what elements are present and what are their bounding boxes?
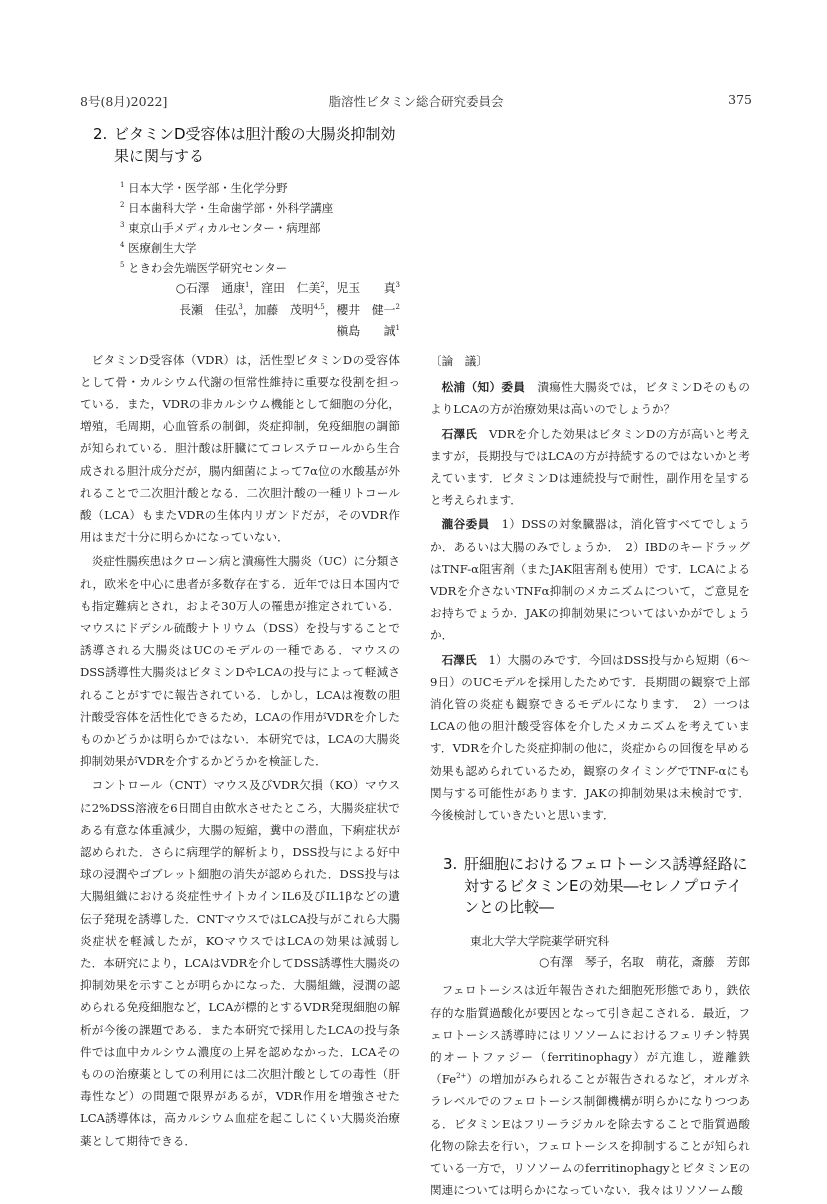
article1-number: 2. xyxy=(93,125,108,143)
discussion-entry: 瀧谷委員 1）DSSの対象臓器は，消化管すべてでしょうか．あるいは大腸のみでしょうか． 2）IBDのキードラッグはTNF-α阻害剤（またJAK阻害剤も使用）です．LCAによるVDRを介さないTNFα抑制のメカニズムについて，ご意見をお持ちでょうか．JAKの抑制効果についてはいかがでしょうか． xyxy=(430,517,750,643)
left-column xyxy=(80,124,400,1154)
article1-affiliations xyxy=(80,178,400,278)
author-line: ○石澤 通康$^1$，窪田 仁美$^2$，児玉 真$^3$ xyxy=(175,281,400,295)
affiliation-item: $^3$ 東京山手メディカルセンター・病理部 xyxy=(120,221,321,235)
affiliation-item: $^1$ 日本大学・医学部・生化学分野 xyxy=(120,181,288,195)
article1-title-text: ビタミンD受容体は胆汁酸の大腸炎抑制効果に関与する xyxy=(114,125,396,165)
right-column xyxy=(430,124,750,1204)
article2-title xyxy=(430,854,750,919)
affiliation-item: $^4$ 医療創生大学 xyxy=(120,241,197,255)
article2-number: 3. xyxy=(443,855,458,874)
article1-paragraph-3: コントロール（CNT）マウス及びVDR欠損（KO）マウスに2%DSS溶液を6日間自由飲水させたところ，大腸炎症状である有意な体重減少，大腸の短縮，糞中の潜血，下痢症状が認められた．さらに病理学的解析より，DSS投与による好中球の浸潤やゴブレット細胞の消失が認められた．DSS投与は大腸組織における炎症性サイトカインIL6及びIL1βなどの遺伝子発現を誘導した．CNTマウスではLCA投与がこれら大腸炎症状を軽減したが，KOマウスではLCAの効果は減弱した．本研究により，LCAはVDRを介してDSS誘導性大腸炎の抑制効果を示すことが明らかになった．大腸組織，浸潤の認められる免疫細胞など，LCAが標的とするVDR発現細胞の解析が今後の課題である．また本研究で採用したLCAの投与条件では血中カルシウム濃度の上昇を認めなかった．LCAそのものの治療薬としての利用には二次胆汁酸としての毒性（肝毒性など）の問題で限界があるが，VDR作用を増強させたLCA誘導体は，高カルシウム血症を起こしにくい大腸炎治療薬として期待できる． xyxy=(80,778,400,1148)
discussion-entry: 松浦（知）委員 潰瘍性大腸炎では，ビタミンDそのものよりLCAの方が治療効果は高いのでしょうか？ xyxy=(430,380,750,417)
article1-title xyxy=(80,124,400,167)
article2-affiliation: 東北大学大学院薬学研究科 xyxy=(470,933,610,948)
issue-label: 8号(8月)2022] xyxy=(80,94,168,109)
article2-authors: ○有澤 琴子，名取 萌花，斎藤 芳郎 xyxy=(539,954,750,969)
article1-paragraph-2: 炎症性腸疾患はクローン病と潰瘍性大腸炎（UC）に分類され，欧米を中心に患者が多数存在する．近年では日本国内でも指定難病とされ，およそ30万人の罹患が推定されている．マウスにドデシル硫酸ナトリウム（DSS）を投与することで誘導される大腸炎はUCのモデルの一種である．マウスのDSS誘導性大腸炎はビタミンDやLCAの投与によって軽減されることがすでに報告されている．しかし，LCAは複数の胆汁酸受容体を活性化できるため，LCAの作用がVDRを介したものかどうかは明らかではない．本研究では，LCAの大腸炎抑制効果がVDRを介するかどうかを検証した． xyxy=(80,554,400,769)
discussion-heading: 〔論 議〕 xyxy=(430,354,488,368)
discussion-entry: 石澤氏 1）大腸のみです．今回はDSS投与から短期（6～9日）のUCモデルを採用したためです．長期間の観察で上部消化管の炎症も観察できるモデルになります． 2）一つはLCAの他の胆汁酸受容体を介したメカニズムを考えています．VDRを介した炎症抑制の他に，炎症からの回復を早める効果も認められているため，観察のタイミングでTNF-αにも関与する可能性があります．JAKの抑制効果は未検討です．今後検討していきたいと思います． xyxy=(430,652,750,823)
article2-paragraph-1: フェロトーシスは近年報告された細胞死形態であり，鉄依存的な脂質過酸化が要因となって引き起こされる．最近，フェロトーシス誘導時にはリソソームにおけるフェリチン特異的オートファジー（ferritinophagy）が亢進し，遊離鉄$(Fe^{2+})$の増加がみられることが報告されるなど，オルガネラレベルでのフェロトーシス制御機構が明らかになりつつある．ビタミンEはフリーラジカルを除去することで脂質過酸化物の除去を行い，フェロトーシスを抑制することが知られている一方で，リソソームのferritinophagyとビタミンEの関連については明らかになっていない．我々はリソソーム酸 xyxy=(430,983,750,1198)
page-number: 375 xyxy=(728,92,752,107)
column-continuation-space xyxy=(430,124,750,344)
discussion-entry: 石澤氏 VDRを介した効果はビタミンDの方が高いと考えますが，長期投与ではLCAの方が持続するのではないかと考えています．ビタミンDは連続投与で耐性，副作用を呈すると考えられます． xyxy=(430,426,750,508)
author-line: 長瀬 佳弘$^3$，加藤 茂明$^{4,5}$，櫻井 健一$^2$ xyxy=(179,302,400,317)
affiliation-item: $^5$ ときわ会先端医学研究センター xyxy=(120,261,288,275)
article1-authors xyxy=(80,278,400,343)
committee-label: 脂溶性ビタミン総合研究委員会 xyxy=(328,94,504,109)
affiliation-item: $^2$ 日本歯科大学・生命歯学部・外科学講座 xyxy=(120,201,334,215)
article2-title-text: 肝細胞におけるフェロトーシス誘導経路に対するビタミンEの効果―セレノプロテインとの比較― xyxy=(464,855,748,917)
article1-paragraph-1: ビタミンD受容体（VDR）は，活性型ビタミンDの受容体として骨・カルシウム代謝の恒常性維持に重要な役割を担っている．また，VDRの非カルシウム機能として細胞の分化，増殖，毛周期，心血管系の制御，炎症抑制，免疫細胞の調節が知られている．胆汁酸は肝臓にてコレステロールから生合成される胆汁成分だが，腸内細菌によって7α位の水酸基が外れることで二次胆汁酸となる．二次胆汁酸の一種リトコール酸（LCA）もまたVDRの生体内リガンドだが，そのVDR作用はまだ十分に明らかになっていない． xyxy=(80,352,400,545)
author-line: 槇島 誠$^1$ xyxy=(336,324,400,338)
running-header xyxy=(80,92,752,112)
